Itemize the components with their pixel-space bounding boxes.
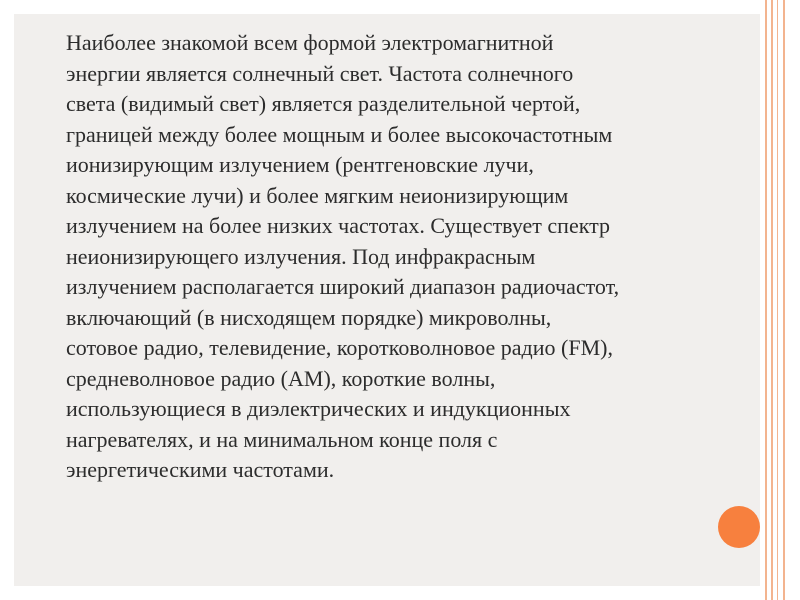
stripe-line	[771, 0, 773, 600]
stripe-line	[777, 0, 778, 600]
body-text: Наиболее знакомой всем формой электромагнитной энергии является солнечный свет. Частота солнечного света (видимый свет) является разделительной чертой, границей между более мощным и более высокочастотным ионизирующим излучением (рентгеновские лучи, космические лучи) и более мягким неионизирующим излучением на более низких частотах. Существует спектр неионизирующего излучения. Под инфракрасным излучением располагается широкий диапазон радиочастот, включающий (в нисходящем порядке) микроволны, сотовое радио, телевидение, коротковолновое радио (FM), средневолновое радио (AM), короткие волны, использующиеся в диэлектрических и индукционных нагревателях, и на минимальном конце поля с энергетическими частотами.	[66, 30, 620, 482]
bullet-item	[44, 28, 734, 486]
stripe-line	[783, 0, 785, 600]
orange-circle-decoration	[718, 506, 760, 548]
decorative-stripes	[763, 0, 800, 600]
stripe-line	[765, 0, 767, 600]
